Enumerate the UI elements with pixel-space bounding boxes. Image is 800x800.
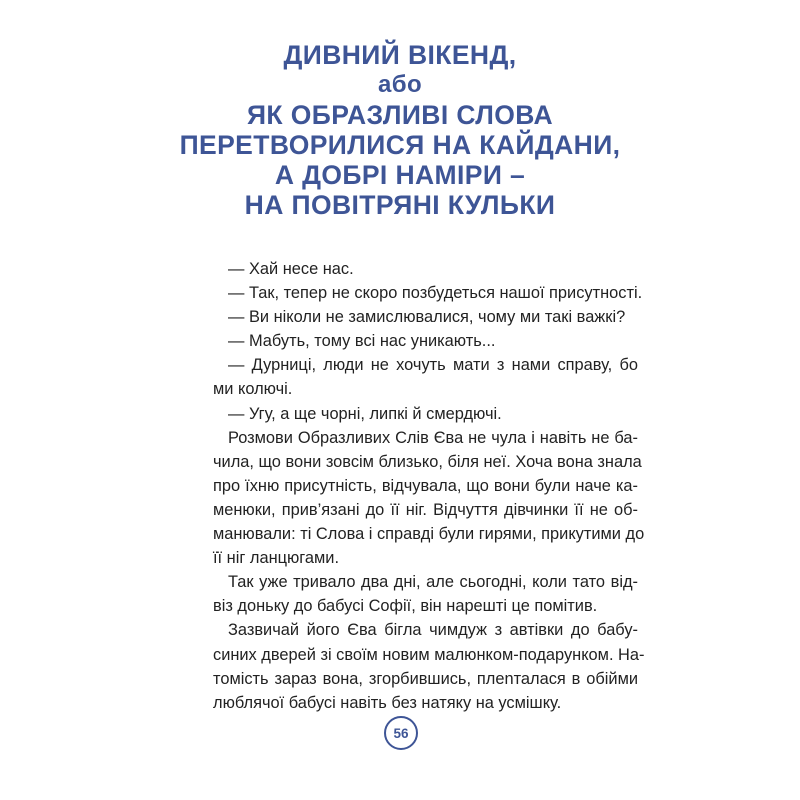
- title-line-2: або: [377, 71, 423, 98]
- text-line: ми колючі.: [213, 380, 293, 399]
- page-number: 56: [393, 725, 409, 741]
- text-line: манювали: ті Слова і справді були гирями, прикутими до: [213, 525, 645, 544]
- text-line: люблячої бабусі навіть без натяку на усмішку.: [213, 693, 562, 712]
- text-line: Зазвичай його Єва бігла чимдуж з автівки до бабу-: [228, 621, 638, 640]
- text-line: томість зараз вона, згорбившись, плenталася в обійми: [213, 669, 638, 688]
- text-line: — Ви ніколи не замислювалися, чому ми такі важкі?: [228, 308, 626, 327]
- text-line: чила, що вони зовсім близько, біля неї. Хоча вона знала: [213, 452, 642, 471]
- title-line-6: НА ПОВІТРЯНІ КУЛЬКИ: [244, 190, 556, 220]
- text-line: менюки, прив’язані до її ніг. Відчуття дівчинки її не об-: [213, 500, 638, 519]
- text-line: — Хай несе нас.: [228, 260, 354, 278]
- chapter-title: [150, 40, 650, 220]
- text-line: — Так, тепер не скоро позбудеться нашої присутності.: [228, 284, 643, 303]
- text-line: Розмови Образливих Слів Єва не чула і навіть не ба-: [228, 428, 638, 447]
- text-line: синих дверей зі своїм новим малюнком-подарунком. На-: [213, 645, 645, 664]
- text-line: — Дурниці, люди не хочуть мати з нами справу, бо: [228, 356, 638, 375]
- body-text: [213, 257, 645, 715]
- title-line-3: ЯК ОБРАЗЛИВІ СЛОВА: [246, 100, 553, 130]
- page-number-badge: [384, 716, 418, 750]
- text-line: про їхню присутність, відчувала, що вони були наче ка-: [213, 476, 638, 495]
- text-line: віз доньку до бабусі Софії, він нарешті це помітив.: [213, 597, 598, 616]
- title-line-1: ДИВНИЙ ВІКЕНД,: [283, 40, 517, 70]
- title-line-5: А ДОБРІ НАМІРИ –: [274, 160, 526, 190]
- text-line: її ніг ланцюгами.: [213, 549, 340, 568]
- text-line: Так уже тривало два дні, але сьогодні, коли тато від-: [228, 573, 638, 592]
- text-line: — Угу, а ще чорні, липкі й смердючі.: [228, 404, 502, 423]
- title-line-4: ПЕРЕТВОРИЛИСЯ НА КАЙДАНИ,: [179, 130, 621, 160]
- text-line: — Мабуть, тому всі нас уникають...: [228, 332, 496, 351]
